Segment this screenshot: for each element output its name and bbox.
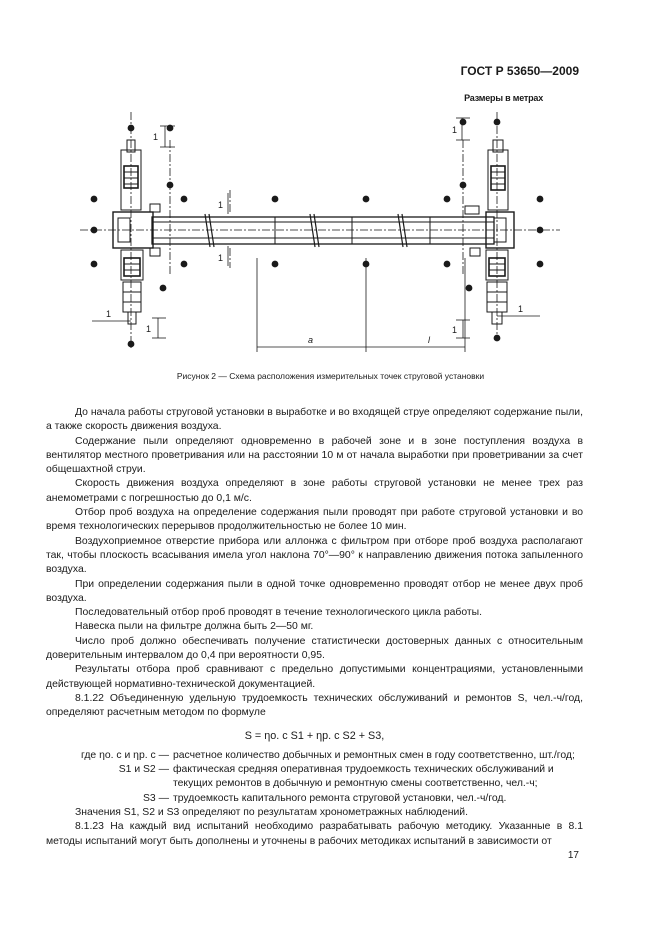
legend-description: расчетное количество добычных и ремонтных смен в году соответственно, шт./год; (173, 749, 575, 761)
page-number: 17 (567, 850, 579, 861)
figure-caption: Рисунок 2 — Схема расположения измерительных точек струговой установки (176, 371, 485, 381)
legend-description: фактическая средняя оперативная трудоемкость технических обслуживаний и текущих ремонтов в добычную и ремонтную смены соответственно, чел.-ч; (173, 764, 554, 790)
clause-text: Объединенную удельную трудоемкость технических обслуживаний и ремонтов S, чел.-ч/год, определяют расчетным методом по формуле (46, 692, 583, 719)
plough-installation-diagram (0, 100, 661, 365)
clause-8-1-22 (46, 692, 583, 721)
dimensions-note: Размеры в метрах (464, 93, 543, 103)
values-note: Значения S1, S2 и S3 определяют по результатам хронометражных наблюдений. (75, 807, 468, 819)
legend-description: трудоемкость капитального ремонта струговой установки, чел.-ч/год. (173, 792, 507, 804)
dim-label-1-top-right: 1 (452, 125, 458, 135)
legend-row (46, 792, 583, 806)
paragraph: Отбор проб воздуха на определение содержания пыли проводят при работе струговой установки и во время технологических перерывов продолжительностью не более 10 мин. (46, 507, 583, 533)
clause-number: 8.1.22 (75, 692, 104, 704)
dim-label-1-bottom-right: 1 (452, 325, 458, 335)
dim-label-1-mid-bottom: 1 (218, 253, 224, 263)
dim-label-l: l (428, 335, 430, 345)
dim-label-1-mid-top: 1 (218, 200, 224, 210)
formula-legend (46, 749, 583, 806)
document-code: ГОСТ Р 53650—2009 (460, 64, 579, 78)
dim-label-1-top-left: 1 (153, 132, 159, 142)
dim-label-1-left: 1 (106, 309, 112, 319)
paragraph: Число проб должно обеспечивать получение статистически достоверных данных с относительным доверительным интервалом до 0,4 при вероятности 0,95. (46, 635, 583, 662)
dim-label-a: a (308, 335, 314, 345)
paragraph: Последовательный отбор проб проводят в течение технологического цикла работы. (75, 607, 482, 619)
body-text (46, 406, 583, 849)
dim-label-1-bottom-left: 1 (146, 324, 152, 334)
clause-number: 8.1.23 (75, 821, 104, 833)
paragraph: До начала работы струговой установки в выработке и во входящей струе определяют содержание пыли, а также скорость движения воздуха. (46, 407, 583, 433)
formula: S = ηо. с S1 + ηр. с S2 + S3, (244, 729, 385, 742)
legend-symbol: S1 и S2 — (118, 764, 169, 776)
paragraph: При определении содержания пыли в одной точке одновременно проводят отбор не менее двух проб воздуха. (46, 578, 583, 604)
legend-row (46, 763, 583, 792)
legend-row (46, 749, 583, 763)
legend-symbol: где ηо. с и ηр. с — (81, 749, 169, 761)
paragraph: Содержание пыли определяют одновременно в рабочей зоне и в зоне поступления воздуха в вентилятор местного проветривания или на расстоянии 10 м от начала выработки при проветривании за счет общешахтной струи. (46, 435, 583, 476)
paragraph: Воздухоприемное отверстие прибора или аллонжа с фильтром при отборе проб воздуха располагают так, чтобы плоскость всасывания имела угол наклона 70°—90° к направлению движения потока запыленного воздуха. (46, 535, 583, 576)
clause-8-1-23 (46, 820, 583, 849)
legend-symbol: S3 — (143, 792, 169, 804)
dim-label-1-right: 1 (518, 304, 524, 314)
clause-text: На каждый вид испытаний необходимо разрабатывать рабочую методику. Указанные в 8.1 методы испытаний могут быть дополнены и уточнены в рабочих методиках испытаний в зависимости от (46, 821, 583, 847)
paragraph: Результаты отбора проб сравнивают с предельно допустимыми концентрациями, установленными действующей нормативно-технической документацией. (46, 664, 583, 690)
paragraph: Скорость движения воздуха определяют в зоне работы струговой установки не менее трех раз анемометрами с погрешностью до 0,1 м/с. (46, 478, 583, 504)
paragraph: Навеска пыли на фильтре должна быть 2—50 мг. (75, 621, 314, 633)
